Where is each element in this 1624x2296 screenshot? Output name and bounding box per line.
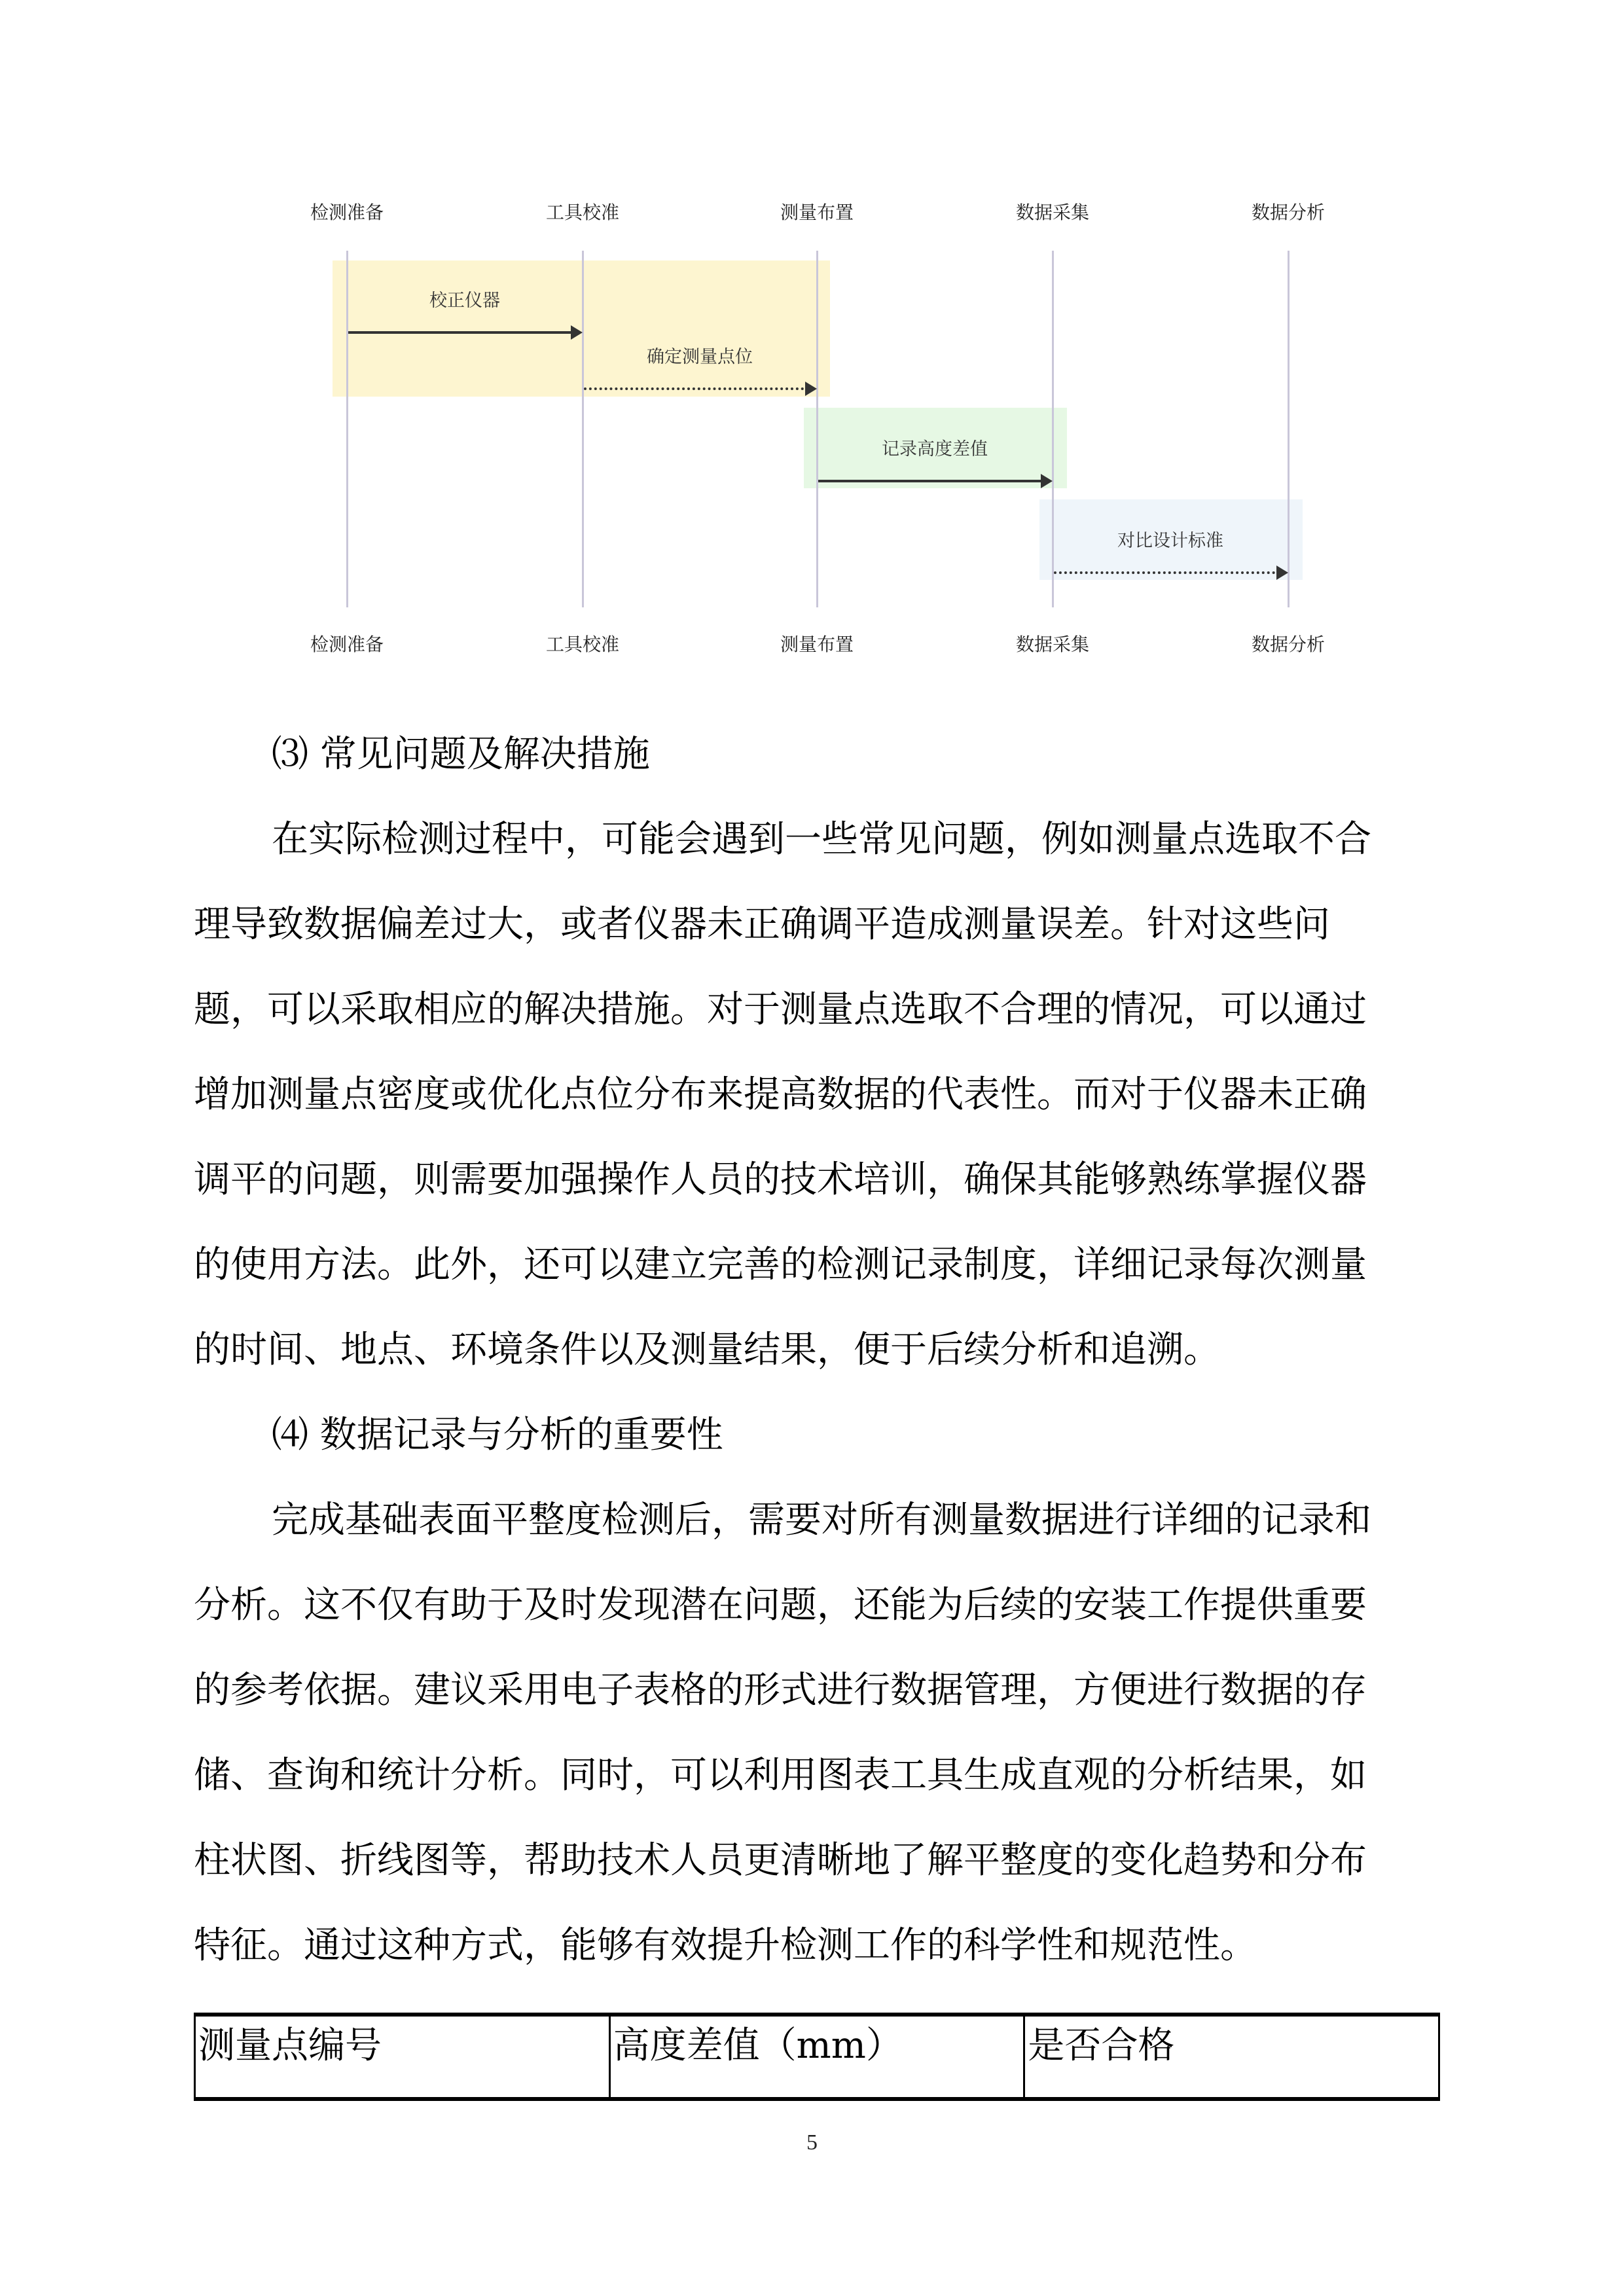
arrowhead-icon [805,382,817,396]
actor-label-bottom: 测量布置 [780,634,854,655]
actor-label-bottom: 检测准备 [310,634,384,655]
paragraph-line: 的时间、地点、环境条件以及测量结果，便于后续分析和追溯。 [194,1329,1220,1371]
paragraph-line: 分析。这不仅有助于及时发现潜在问题，还能为后续的安装工作提供重要 [194,1584,1367,1626]
paragraph-line: 增加测量点密度或优化点位分布来提高数据的代表性。而对于仪器未正确 [194,1073,1367,1116]
message-arrow [584,387,814,390]
message-label: 对比设计标准 [1117,531,1223,551]
page-number: 5 [806,2130,818,2155]
lifeline [1288,251,1290,607]
measurement-table [194,2013,1440,2101]
actor-label-bottom: 工具校准 [545,634,619,655]
paragraph-line: 题，可以采取相应的解决措施。对于测量点选取不合理的情况，可以通过 [194,988,1367,1031]
paragraph-line: 特征。通过这种方式，能够有效提升检测工作的科学性和规范性。 [194,1924,1257,1967]
actor-label-bottom: 数据分析 [1251,634,1325,655]
arrowhead-icon [1276,565,1288,580]
table-header-cell: 是否合格 [1024,2015,1439,2099]
actor-label-top: 数据采集 [1015,202,1089,223]
paragraph-line: 的参考依据。建议采用电子表格的形式进行数据管理，方便进行数据的存 [194,1669,1367,1712]
paragraph-line: 在实际检测过程中，可能会遇到一些常见问题，例如测量点选取不合 [272,818,1371,861]
actor-label-top: 数据分析 [1251,202,1325,223]
lifeline [1052,251,1054,607]
lifeline [816,251,818,607]
paragraph-line: 完成基础表面平整度检测后，需要对所有测量数据进行详细的记录和 [272,1499,1371,1541]
message-label: 确定测量点位 [647,347,753,367]
arrowhead-icon [571,325,583,340]
sequence-diagram [0,0,1624,681]
section-heading: ⑷ 数据记录与分析的重要性 [272,1414,723,1456]
paragraph-line: 调平的问题，则需要加强操作人员的技术培训，确保其能够熟练掌握仪器 [194,1158,1367,1201]
actor-label-bottom: 数据采集 [1015,634,1089,655]
paragraph-line: 柱状图、折线图等，帮助技术人员更清晰地了解平整度的变化趋势和分布 [194,1839,1367,1882]
message-arrow [818,480,1050,482]
message-label: 校正仪器 [429,291,500,311]
arrowhead-icon [1041,474,1053,488]
table-header-cell: 高度差值（mm） [609,2015,1024,2099]
paragraph-line: 理导致数据偏差过大，或者仪器未正确调平造成测量误差。针对这些问 [194,903,1330,946]
paragraph-line: 储、查询和统计分析。同时，可以利用图表工具生成直观的分析结果，如 [194,1754,1367,1797]
table-header-cell: 测量点编号 [195,2015,610,2099]
table-header-row [195,2015,1439,2099]
message-arrow [348,331,580,334]
actor-label-top: 检测准备 [310,202,384,223]
message-arrow [1054,571,1286,574]
paragraph-line: 的使用方法。此外，还可以建立完善的检测记录制度，详细记录每次测量 [194,1244,1367,1286]
actor-label-top: 工具校准 [545,202,619,223]
message-label: 记录高度差值 [882,439,988,459]
section-heading: ⑶ 常见问题及解决措施 [272,733,650,776]
actor-label-top: 测量布置 [780,202,854,223]
